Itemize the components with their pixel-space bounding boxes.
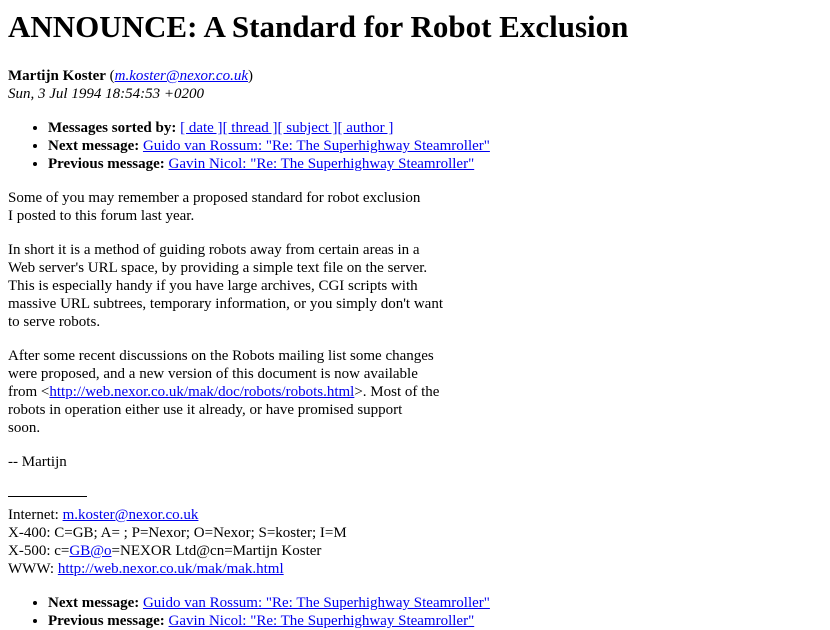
body-paragraph-3-before: After some recent discussions on the Robots mailing list some changes were proposed, and a new version of this document is now available from <	[8, 348, 434, 400]
next-message-link[interactable]: Guido van Rossum: "Re: The Superhighway Steamroller"	[142, 138, 490, 154]
bottom-previous-message-link[interactable]: Gavin Nicol: "Re: The Superhighway Steamroller"	[168, 613, 475, 629]
body-paragraph-3-after: >. Most of the robots in operation either use it already, or have promised support soon.	[8, 384, 440, 436]
sort-by-subject-link[interactable]: [ subject ]	[277, 120, 338, 136]
sign-off: -- Martijn	[8, 454, 67, 470]
signature-x500	[8, 542, 822, 560]
robots-doc-link[interactable]: http://web.nexor.co.uk/mak/doc/robots/robots.html	[49, 384, 355, 400]
author-email-link[interactable]: m.koster@nexor.co.uk	[114, 68, 248, 84]
bottom-previous-message-item	[48, 612, 822, 630]
sort-by-thread-link[interactable]: [ thread ]	[222, 120, 278, 136]
www-label: WWW:	[8, 561, 55, 577]
author-name: Martijn Koster	[8, 68, 106, 84]
internet-label: Internet:	[8, 507, 59, 523]
page-title: ANNOUNCE: A Standard for Robot Exclusion	[8, 9, 629, 44]
body-paragraph-1: Some of you may remember a proposed standard for robot exclusion I posted to this forum last year.	[8, 190, 421, 224]
signature-www	[8, 560, 822, 578]
bottom-next-message-label: Next message:	[48, 595, 140, 611]
bottom-navigation	[8, 594, 822, 630]
top-navigation	[8, 119, 822, 173]
previous-message-label: Previous message:	[48, 156, 165, 172]
www-link[interactable]: http://web.nexor.co.uk/mak/mak.html	[57, 561, 284, 577]
body-paragraph-2: In short it is a method of guiding robots away from certain areas in a Web server's URL space, by providing a simple text file on the server. This is especially handy if you have large archives, CGI scripts with massive URL subtrees, temporary information, or you simply don't want to serve robots.	[8, 242, 443, 330]
previous-message-link[interactable]: Gavin Nicol: "Re: The Superhighway Steamroller"	[168, 156, 475, 172]
bottom-next-message-link[interactable]: Guido van Rossum: "Re: The Superhighway Steamroller"	[142, 595, 490, 611]
internet-email-link[interactable]: m.koster@nexor.co.uk	[62, 507, 199, 523]
signature	[8, 487, 822, 578]
sort-by-date-link[interactable]: [ date ]	[180, 120, 223, 136]
next-message-item	[48, 137, 822, 155]
message-date: Sun, 3 Jul 1994 18:54:53 +0200	[8, 86, 204, 102]
message-page	[0, 8, 830, 630]
bottom-previous-message-label: Previous message:	[48, 613, 165, 629]
sort-by-author-link[interactable]: [ author ]	[337, 120, 394, 136]
sort-options	[48, 119, 822, 137]
next-message-label: Next message:	[48, 138, 140, 154]
x500-link[interactable]: GB@o	[69, 543, 112, 559]
signature-divider	[8, 487, 87, 497]
message-header: Martijn Koster (m.koster@nexor.co.uk) Sun, 3 Jul 1994 18:54:53 +0200	[8, 67, 822, 103]
bottom-next-message-item	[48, 594, 822, 612]
previous-message-item	[48, 155, 822, 173]
signature-x400: X-400: C=GB; A= ; P=Nexor; O=Nexor; S=koster; I=M	[8, 525, 347, 541]
signature-internet	[8, 506, 822, 524]
x500-before: X-500: c=	[8, 543, 70, 559]
sorted-by-label: Messages sorted by:	[48, 120, 177, 136]
x500-after: =NEXOR Ltd@cn=Martijn Koster	[111, 543, 322, 559]
body-paragraph-3	[8, 347, 822, 437]
